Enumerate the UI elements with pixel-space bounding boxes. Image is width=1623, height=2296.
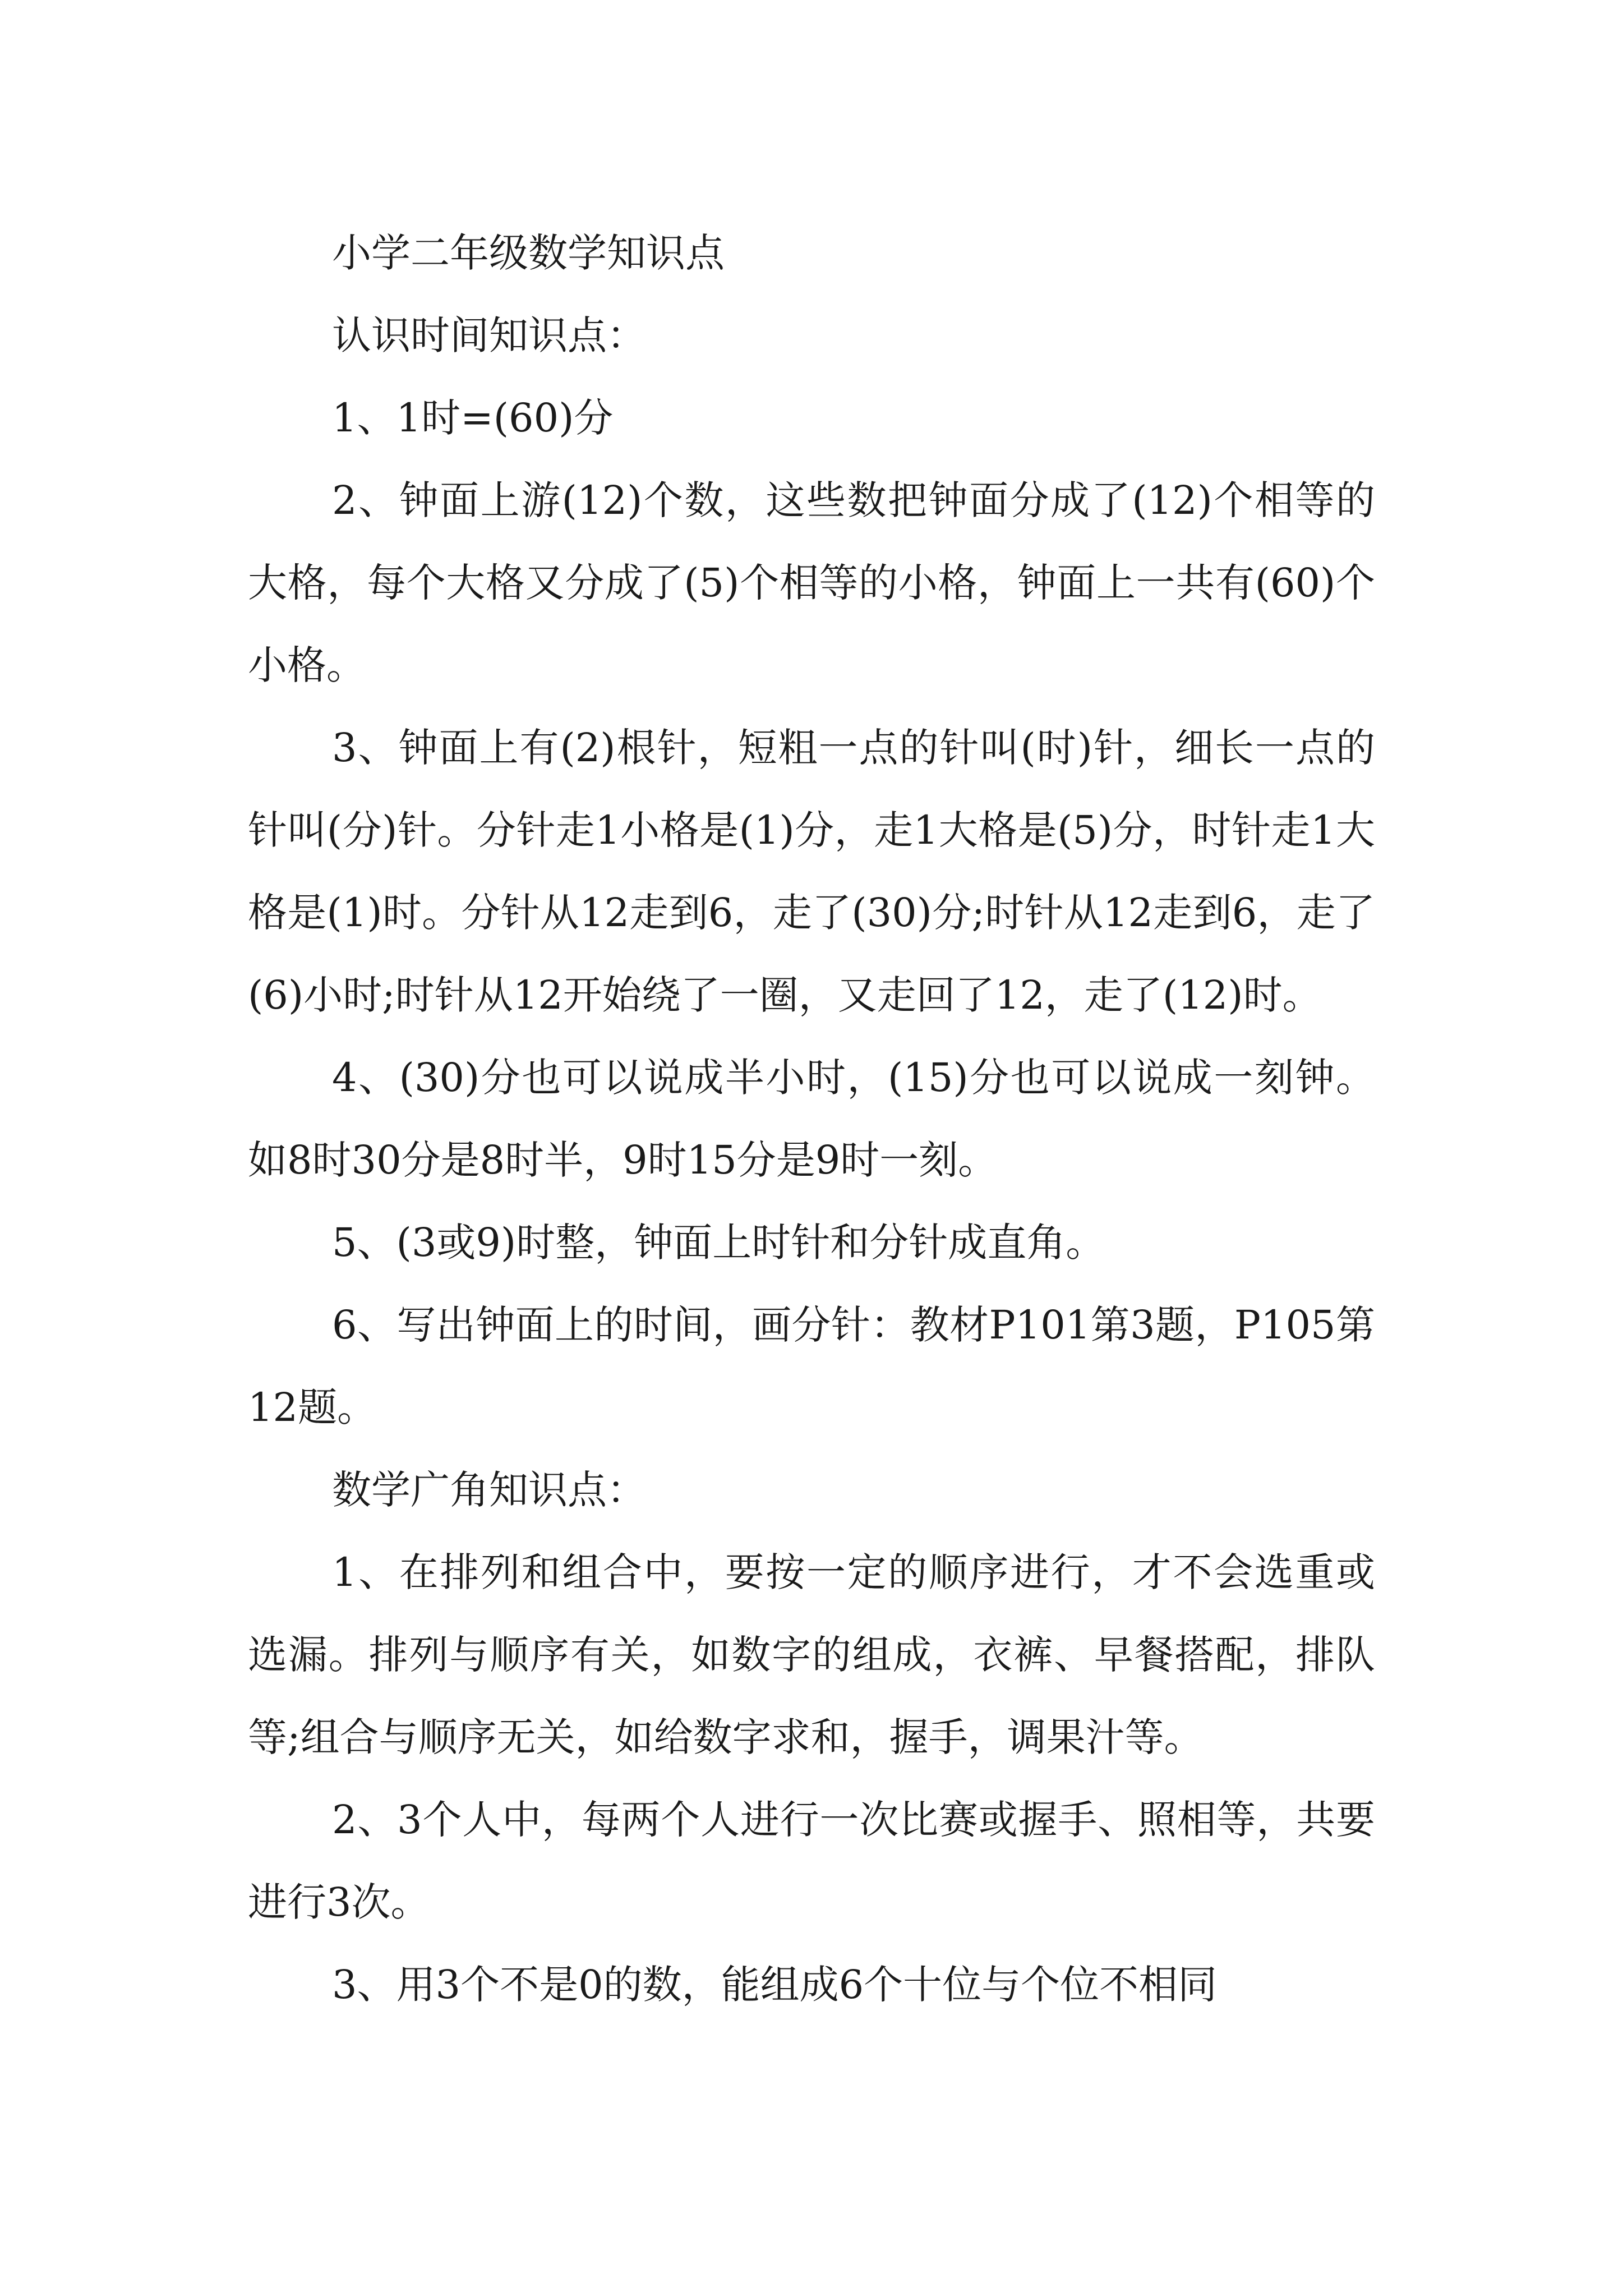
section-heading-time: 认识时间知识点： [332, 312, 646, 358]
time-point-1: 1、1时=(60)分 [332, 395, 614, 441]
time-point-3: 3、钟面上有(2)根针，短粗一点的针叫(时)针，细长一点的针叫(分)针。分针走1小格是(1)分，走1大格是(5)分，时针走1大格是(1)时。分针从12走到6，走了(30)分;时针从12走到6，走了(6)小时;时针从12开始绕了一圈，又走回了12，走了(12)时。 [248, 725, 1375, 1018]
time-point-6: 6、写出钟面上的时间，画分针：教材P101第3题，P105第12题。 [248, 1302, 1375, 1430]
time-point-2: 2、钟面上游(12)个数，这些数把钟面分成了(12)个相等的大格，每个大格又分成了(5)个相等的小格，钟面上一共有(60)个小格。 [248, 477, 1375, 688]
math-corner-point-3: 3、用3个不是0的数，能组成6个十位与个位不相同 [332, 1962, 1218, 2008]
math-corner-point-1: 1、在排列和组合中，要按一定的顺序进行，才不会选重或选漏。排列与顺序有关，如数字的组成，衣裤、早餐搭配，排队等;组合与顺序无关，如给数字求和，握手，调果汁等。 [248, 1549, 1375, 1760]
document-title: 小学二年级数学知识点 [332, 230, 725, 276]
time-point-5: 5、(3或9)时整，钟面上时针和分针成直角。 [332, 1220, 1105, 1266]
section-heading-math-corner: 数学广角知识点： [332, 1467, 646, 1513]
math-corner-point-2: 2、3个人中，每两个人进行一次比赛或握手、照相等，共要进行3次。 [248, 1797, 1375, 1925]
time-point-4: 4、(30)分也可以说成半小时，(15)分也可以说成一刻钟。如8时30分是8时半，9时15分是9时一刻。 [248, 1055, 1375, 1183]
document-body [248, 212, 1375, 2026]
